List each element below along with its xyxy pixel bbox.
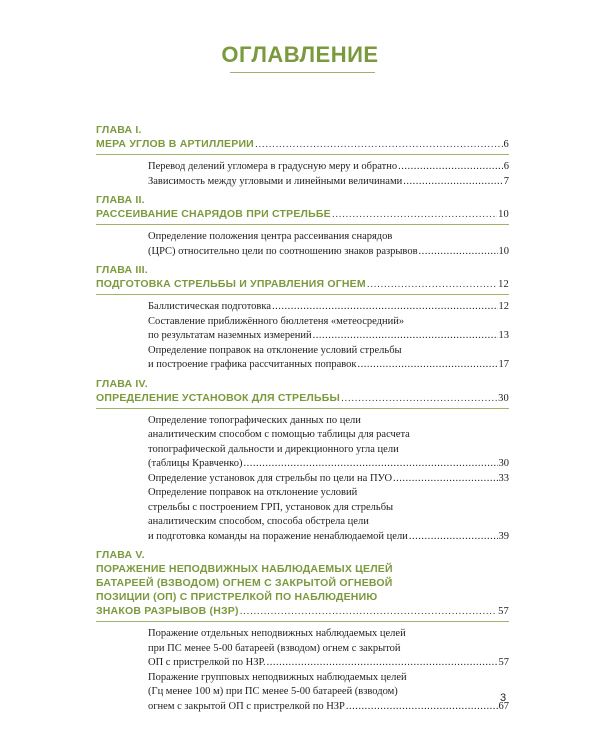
entry-text-line: Составление приближённого бюллетеня «метеосредний»: [148, 315, 405, 327]
chapter-page-number: 10: [498, 209, 509, 220]
chapter-page-number: 57: [498, 606, 509, 617]
chapter-divider: [96, 224, 509, 225]
toc-entry[interactable]: [148, 486, 509, 544]
toc-entry[interactable]: [148, 671, 509, 715]
chapter-divider: [96, 154, 509, 155]
toc-chapter: [96, 193, 509, 259]
entry-text: Зависимость между угловыми и линейными величинами: [148, 175, 403, 187]
dot-leader: [346, 700, 498, 715]
entry-page-number: 6: [503, 161, 509, 172]
entry-text-line: Определение топографических данных по цели: [148, 414, 361, 426]
chapter-entries: [148, 230, 509, 259]
dot-leader: [255, 137, 503, 151]
entry-text-line: (Гц менее 100 м) при ПС менее 5-00 батареей (взводом): [148, 686, 398, 697]
table-of-contents: [96, 123, 509, 718]
chapter-title-row[interactable]: [96, 277, 509, 292]
dot-leader: [240, 604, 497, 618]
toc-chapter: [96, 548, 509, 714]
toc-chapter: [96, 123, 509, 189]
entry-last-line: [148, 175, 509, 190]
chapter-label: ГЛАВА II.: [96, 194, 145, 206]
entry-text: Перевод делений угломера в градусную меру и обратно: [148, 161, 398, 172]
entry-text-line: топографической дальности и дирекционного угла цели: [148, 443, 399, 455]
entry-page-number: 10: [498, 245, 509, 257]
dot-leader: [272, 300, 498, 315]
toc-entry[interactable]: [148, 627, 509, 671]
dot-leader: [358, 358, 498, 373]
chapter-entries: [148, 414, 509, 545]
toc-entry[interactable]: [148, 414, 509, 472]
entry-page-number: 39: [498, 530, 509, 542]
chapter-title-row[interactable]: [96, 604, 509, 619]
toc-entry[interactable]: [148, 472, 509, 487]
chapter-label: ГЛАВА V.: [96, 549, 145, 561]
toc-entry[interactable]: [148, 230, 509, 259]
entry-page-number: 7: [503, 175, 509, 187]
entry-text: (таблицы Кравченко): [148, 458, 243, 469]
entry-text: (ЦРС) относительно цели по соотношению знаков разрывов: [148, 245, 418, 257]
entry-text-line: при ПС менее 5-00 батареей (взводом) огнем с закрытой: [148, 642, 401, 654]
chapter-title: ОПРЕДЕЛЕНИЕ УСТАНОВОК ДЛЯ СТРЕЛЬБЫ: [96, 391, 340, 404]
entry-last-line: [148, 457, 509, 472]
entry-text-line: Поражение отдельных неподвижных наблюдаемых целей: [148, 628, 406, 639]
chapter-page-number: 6: [503, 139, 509, 150]
entry-text-line: аналитическим способом с помощью таблицы для расчета: [148, 429, 410, 440]
entry-last-line: [148, 530, 509, 545]
dot-leader: [243, 457, 497, 472]
entry-text: по результатам наземных измерений: [148, 330, 312, 341]
entry-text-line: Поражение групповых неподвижных наблюдаемых целей: [148, 671, 407, 683]
entry-page-number: 30: [498, 458, 509, 469]
entry-page-number: 67: [498, 700, 509, 712]
toc-entry[interactable]: [148, 160, 509, 175]
toc-entry[interactable]: [148, 344, 509, 373]
toc-entry[interactable]: [148, 300, 509, 315]
chapter-entries: [148, 160, 509, 189]
dot-leader: [393, 472, 497, 487]
entry-text-line: стрельбы с построением ГРП, установок для стрельбы: [148, 501, 394, 513]
entry-text-line: Определение положения центра рассеивания снарядов: [148, 231, 393, 242]
entry-text: и построение графика рассчитанных поправок: [148, 359, 357, 370]
dot-leader: [341, 391, 497, 405]
dot-leader: [313, 329, 498, 344]
title-underline: [230, 72, 375, 73]
page-title: ОГЛАВЛЕНИЕ: [221, 42, 379, 67]
entry-last-line: [148, 245, 509, 260]
chapter-divider: [96, 294, 509, 295]
entry-text: ОП с пристрелкой по НЗР.: [148, 657, 266, 668]
entry-last-line: [148, 358, 509, 373]
chapter-label: ГЛАВА IV.: [96, 377, 148, 390]
entry-text: огнем с закрытой ОП с пристрелкой по НЗР: [148, 700, 345, 712]
entry-text-line: аналитическим способом, способа обстрела цели: [148, 516, 369, 527]
entry-text: Определение установок для стрельбы по цели на ПУО: [148, 472, 393, 484]
chapter-entries: [148, 627, 509, 714]
chapter-label: ГЛАВА I.: [96, 124, 142, 136]
chapter-title-line: БАТАРЕЕЙ (ВЗВОДОМ) ОГНЕМ С ЗАКРЫТОЙ ОГНЕВОЙ: [96, 577, 393, 589]
chapter-title-row[interactable]: [96, 207, 509, 222]
entry-page-number: 17: [498, 359, 509, 370]
chapter-divider: [96, 621, 509, 622]
entry-text: Баллистическая подготовка: [148, 301, 271, 312]
dot-leader: [398, 160, 503, 175]
dot-leader: [367, 277, 497, 291]
chapter-title-line: ПОРАЖЕНИЕ НЕПОДВИЖНЫХ НАБЛЮДАЕМЫХ ЦЕЛЕЙ: [96, 563, 393, 575]
chapter-title: ЗНАКОВ РАЗРЫВОВ (НЗР): [96, 605, 239, 617]
entry-page-number: 13: [498, 330, 509, 341]
toc-chapter: [96, 263, 509, 373]
entry-last-line: [148, 700, 509, 715]
entry-text: и подготовка команды на поражение ненаблюдаемой цели: [148, 530, 408, 542]
entry-last-line: [148, 472, 509, 487]
chapter-page-number: 30: [498, 392, 509, 404]
entry-last-line: [148, 300, 509, 315]
dot-leader: [419, 245, 498, 260]
dot-leader: [409, 530, 498, 545]
entry-page-number: 12: [498, 301, 509, 312]
entry-last-line: [148, 656, 509, 671]
chapter-title-row[interactable]: [96, 391, 509, 406]
entry-last-line: [148, 329, 509, 344]
toc-chapter: [96, 377, 509, 545]
chapter-entries: [148, 300, 509, 373]
chapter-title-row[interactable]: [96, 137, 509, 152]
dot-leader: [332, 207, 497, 221]
chapter-title-line: ПОЗИЦИИ (ОП) С ПРИСТРЕЛКОЙ ПО НАБЛЮДЕНИЮ: [96, 591, 378, 603]
entry-text-line: Определение поправок на отклонение условий: [148, 487, 358, 498]
dot-leader: [267, 656, 498, 671]
entry-last-line: [148, 160, 509, 175]
chapter-title: РАССЕИВАНИЕ СНАРЯДОВ ПРИ СТРЕЛЬБЕ: [96, 208, 331, 220]
entry-page-number: 33: [498, 472, 509, 484]
toc-entry[interactable]: [148, 175, 509, 190]
chapter-title: МЕРА УГЛОВ В АРТИЛЛЕРИИ: [96, 138, 254, 150]
entry-text-line: Определение поправок на отклонение условий стрельбы: [148, 344, 402, 356]
entry-page-number: 57: [498, 657, 509, 668]
toc-entry[interactable]: [148, 315, 509, 344]
dot-leader: [403, 175, 503, 190]
chapter-label: ГЛАВА III.: [96, 264, 148, 276]
chapter-title: ПОДГОТОВКА СТРЕЛЬБЫ И УПРАВЛЕНИЯ ОГНЕМ: [96, 278, 366, 290]
page-number: 3: [500, 692, 507, 704]
chapter-divider: [96, 408, 509, 409]
chapter-page-number: 12: [498, 279, 509, 290]
